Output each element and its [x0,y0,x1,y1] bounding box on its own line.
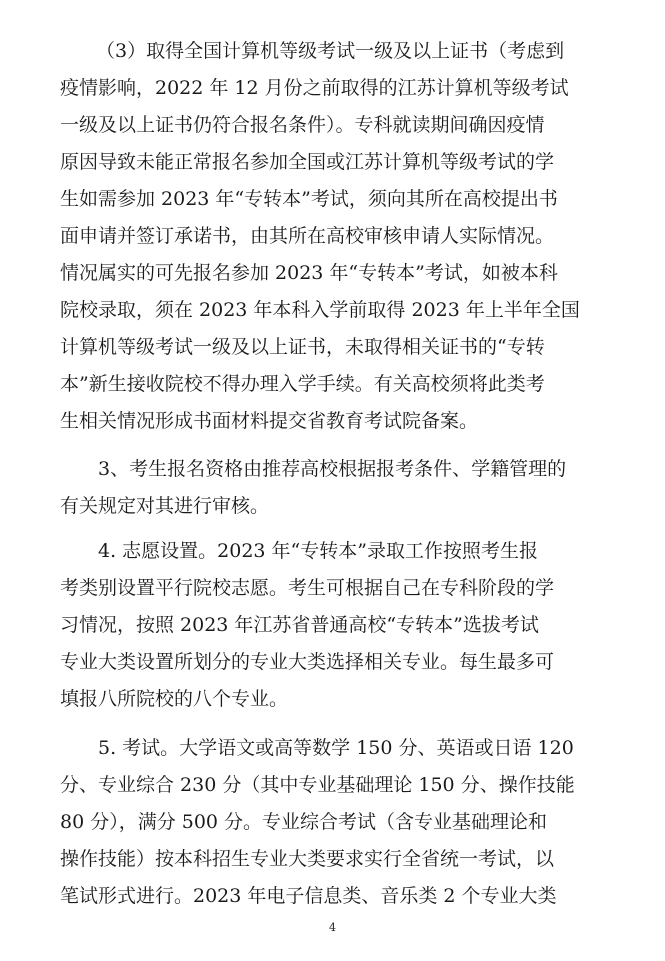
text-line: 填报八所院校的八个专业。 [60,688,289,710]
text-line: 5. 考试。大学语文或高等数学 150 分、英语或日语 120 [98,737,574,759]
text-line: （3）取得全国计算机等级考试一级及以上证书（考虑到 [96,40,565,62]
text-line: 一级及以上证书仍符合报名条件）。专科就读期间确因疫情 [60,114,545,136]
text-line: 原因导致未能正常报名参加全国或江苏计算机等级考试的学 [60,151,555,173]
text-line: 疫情影响，2022 年 12 月份之前取得的江苏计算机等级考试 [60,77,569,99]
text-line: 生如需参加 2023 年“专转本”考试，须向其所在高校提出书 [60,188,558,210]
text-line: 考类别设置平行院校志愿。考生可根据自己在专科阶段的学 [60,577,555,599]
text-line: 3、考生报名资格由推荐高校根据报考条件、学籍管理的 [98,458,567,480]
text-line: 计算机等级考试一级及以上证书，未取得相关证书的“专转 [60,336,545,358]
text-line: 有关规定对其进行审核。 [60,495,270,517]
text-line: 情况属实的可先报名参加 2023 年“专转本”考试，如被本科 [60,262,558,284]
text-line: 专业大类设置所划分的专业大类选择相关专业。每生最多可 [60,651,555,673]
text-line: 本”新生接收院校不得办理入学手续。有关高校须将此类考 [60,373,545,395]
page-number: 4 [329,921,336,934]
text-line: 80 分），满分 500 分。专业综合考试（含专业基础理论和 [60,811,548,833]
text-line: 面申请并签订承诺书，由其所在高校审核申请人实际情况。 [60,225,555,247]
text-line: 笔试形式进行。2023 年电子信息类、音乐类 2 个专业大类 [60,885,557,907]
text-line: 分、专业综合 230 分（其中专业基础理论 150 分、操作技能 [60,774,575,796]
text-line: 生相关情况形成书面材料提交省教育考试院备案。 [60,410,479,432]
text-line: 4. 志愿设置。2023 年“专转本”录取工作按照考生报 [98,540,538,562]
text-line: 操作技能）按本科招生专业大类要求实行全省统一考试，以 [60,848,555,870]
text-line: 习情况，按照 2023 年江苏省普通高校“专转本”选拔考试 [60,614,539,636]
text-line: 院校录取，须在 2023 年本科入学前取得 2023 年上半年全国 [60,299,580,321]
